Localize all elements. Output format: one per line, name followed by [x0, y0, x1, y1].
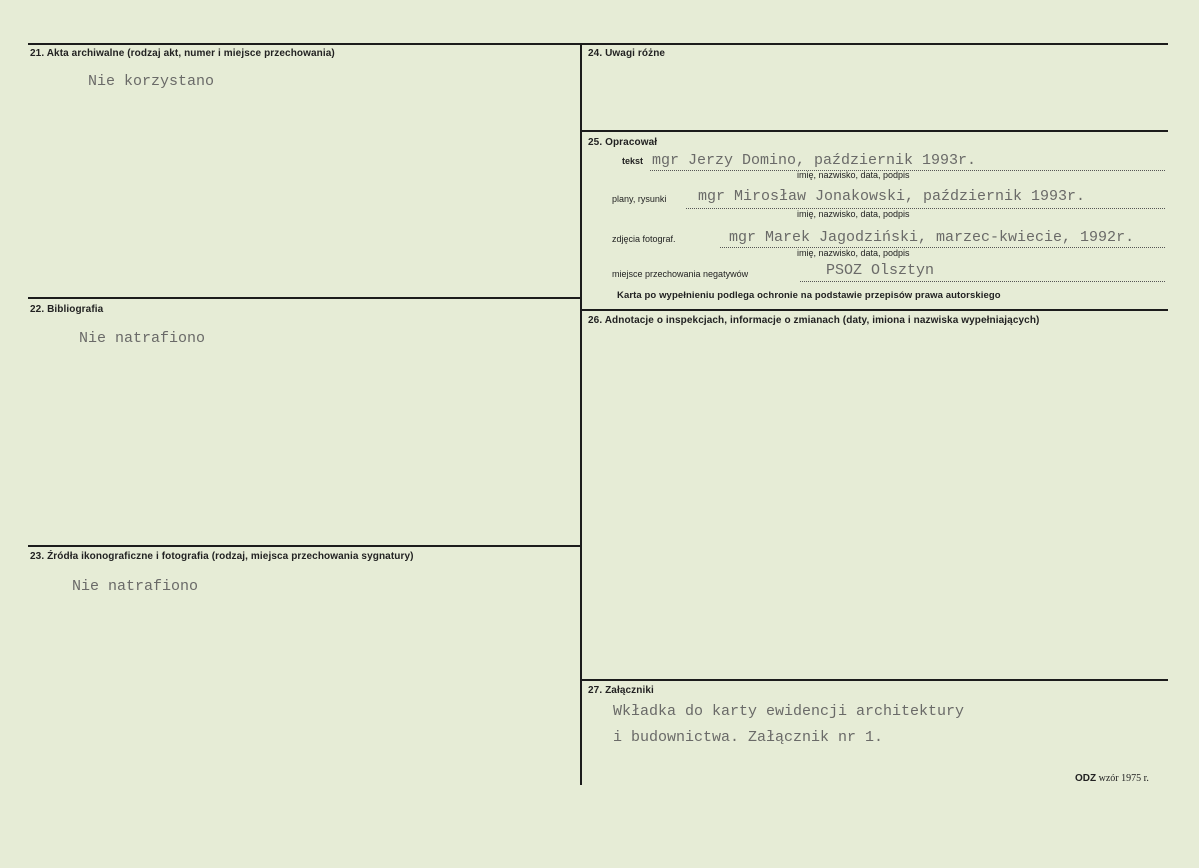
zdjecia-caption: imię, nazwisko, data, podpis: [797, 248, 910, 258]
section-24-label: 24. Uwagi różne: [588, 48, 666, 59]
section-23-label: 23. Źródła ikonograficzne i fotografia (rodzaj, miejsca przechowania sygnatury): [30, 551, 414, 562]
tekst-value: mgr Jerzy Domino, październik 1993r.: [652, 152, 977, 169]
section-21-label: 21. Akta archiwalne (rodzaj akt, numer i miejsce przechowania): [30, 48, 335, 59]
form-id: ODZ: [1075, 773, 1097, 784]
negatywy-dotted-line: [800, 281, 1165, 282]
rule-22: [28, 297, 580, 299]
zdjecia-dotted-line: [720, 247, 1165, 248]
plany-value: mgr Mirosław Jonakowski, październik 1993r.: [698, 188, 1086, 205]
copyright-notice: Karta po wypełnieniu podlega ochronie na podstawie przepisów prawa autorskiego: [617, 290, 1001, 301]
section-27-line2: i budownictwa. Załącznik nr 1.: [613, 729, 884, 746]
form-suffix: wzór 1975 r.: [1098, 773, 1149, 784]
plany-label: plany, rysunki: [612, 194, 667, 204]
section-22-value: Nie natrafiono: [79, 330, 206, 347]
plany-dotted-line: [686, 208, 1165, 209]
section-22-label: 22. Bibliografia: [30, 304, 104, 315]
rule-25: [582, 130, 1168, 132]
section-23-value: Nie natrafiono: [72, 578, 199, 595]
top-rule: [28, 43, 1168, 45]
form-footer: [1075, 773, 1149, 784]
tekst-caption: imię, nazwisko, data, podpis: [797, 170, 910, 180]
zdjecia-value: mgr Marek Jagodziński, marzec-kwiecie, 1992r.: [729, 229, 1135, 246]
zdjecia-label: zdjęcia fotograf.: [612, 234, 676, 244]
rule-27: [582, 679, 1168, 681]
negatywy-value: PSOZ Olsztyn: [826, 262, 935, 279]
section-25-label: 25. Opracował: [588, 137, 658, 148]
section-27-label: 27. Załączniki: [588, 685, 654, 696]
center-divider: [580, 43, 582, 785]
section-27-line1: Wkładka do karty ewidencji architektury: [613, 703, 965, 720]
section-21-value: Nie korzystano: [88, 73, 215, 90]
section-26-label: 26. Adnotacje o inspekcjach, informacje o zmianach (daty, imiona i nazwiska wypełniających): [588, 315, 1040, 326]
rule-23: [28, 545, 580, 547]
rule-26: [582, 309, 1168, 311]
tekst-label: tekst: [622, 156, 644, 166]
plany-caption: imię, nazwisko, data, podpis: [797, 209, 910, 219]
negatywy-label: miejsce przechowania negatywów: [612, 269, 749, 279]
